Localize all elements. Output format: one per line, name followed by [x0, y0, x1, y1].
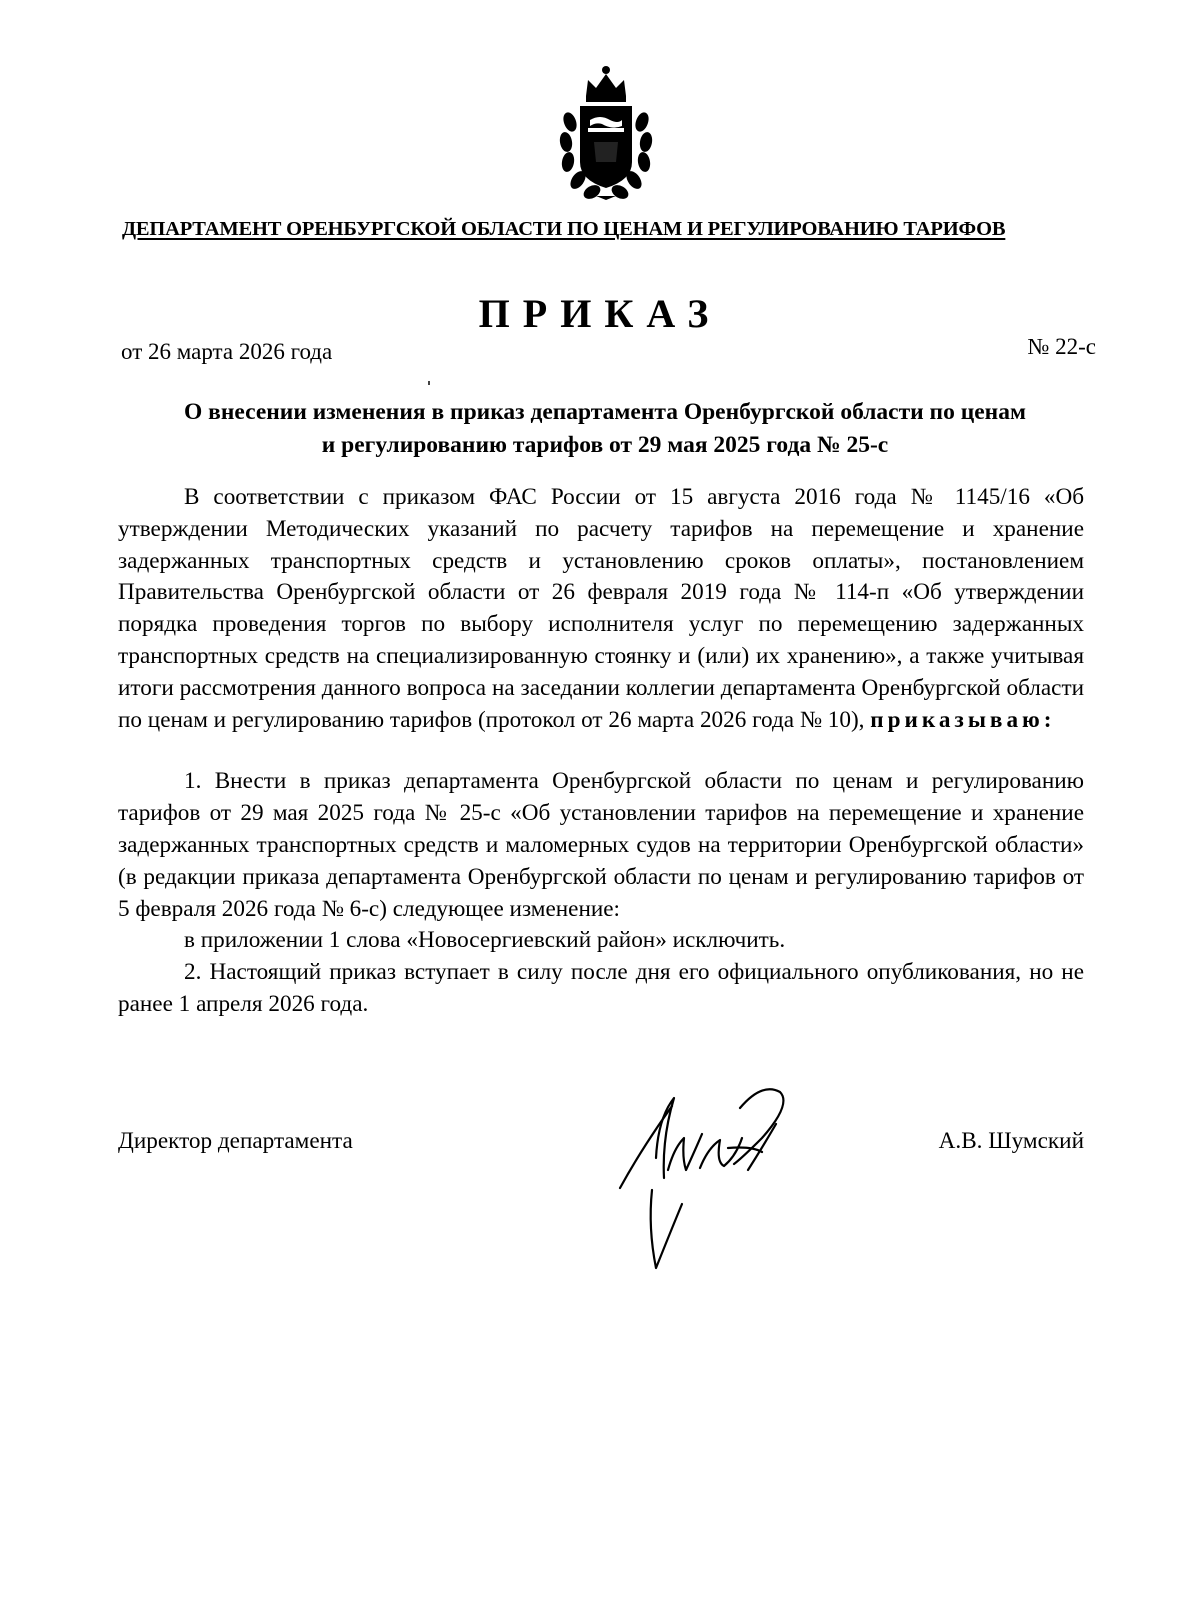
document-title-line-2: и регулированию тарифов от 29 мая 2025 года № 25-с	[321, 432, 889, 458]
document-body	[118, 482, 1084, 1021]
preamble-paragraph	[118, 482, 1084, 736]
handwritten-signature	[612, 1078, 812, 1273]
item-1-paragraph: 1. Внести в приказ департамента Оренбургской области по ценам и регулированию тарифов от 29 мая 2025 года № 25-с «Об установлении тарифов на перемещение и хранение задержанных транспортных средств и маломерных судов на территории Оренбургской области» (в редакции приказа департамента Оренбургской области по ценам и регулированию тарифов от 5 февраля 2026 года № 6-с) следующее изменение:	[118, 768, 1084, 922]
signatory-name: А.В. Шумский	[938, 1128, 1084, 1154]
document-title-line-1: О внесении изменения в приказ департамента Оренбургской области по ценам	[184, 399, 1026, 425]
item-2-paragraph: 2. Настоящий приказ вступает в силу после дня его официального опубликования, но не ранее 1 апреля 2026 года.	[118, 959, 1084, 1017]
document-number: № 22-с	[1027, 334, 1096, 359]
order-word: приказываю:	[870, 706, 1056, 733]
document-date: от 26 марта 2026 года	[121, 339, 333, 364]
department-name: ДЕПАРТАМЕНТ ОРЕНБУРГСКОЙ ОБЛАСТИ ПО ЦЕНАМ И РЕГУЛИРОВАНИЮ ТАРИФОВ	[122, 218, 1006, 240]
signatory-position: Директор департамента	[118, 1128, 353, 1154]
scan-speck	[428, 381, 430, 385]
coat-of-arms-icon	[550, 62, 662, 202]
document-type-heading: ПРИКАЗ	[478, 291, 722, 336]
item-1-sub-paragraph: в приложении 1 слова «Новосергиевский район» исключить.	[184, 927, 786, 954]
preamble-text: В соответствии с приказом ФАС России от 15 августа 2016 года № 1145/16 «Об утверждении Методических указаний по расчету тарифов на перемещение и хранение задержанных транспортных средств и установлению сроков оплаты», постановлением Правительства Оренбургской области от 26 февраля 2019 года № 114-п «Об утверждении порядка проведения торгов по выбору исполнителя услуг по перемещению задержанных транспортных средств на специализированную стоянку и (или) их хранению», а также учитывая итоги рассмотрения данного вопроса на заседании коллегии департамента Оренбургской области по ценам и регулированию тарифов (протокол от 26 марта 2026 года № 10),	[118, 484, 1084, 733]
document-title	[110, 396, 1100, 462]
